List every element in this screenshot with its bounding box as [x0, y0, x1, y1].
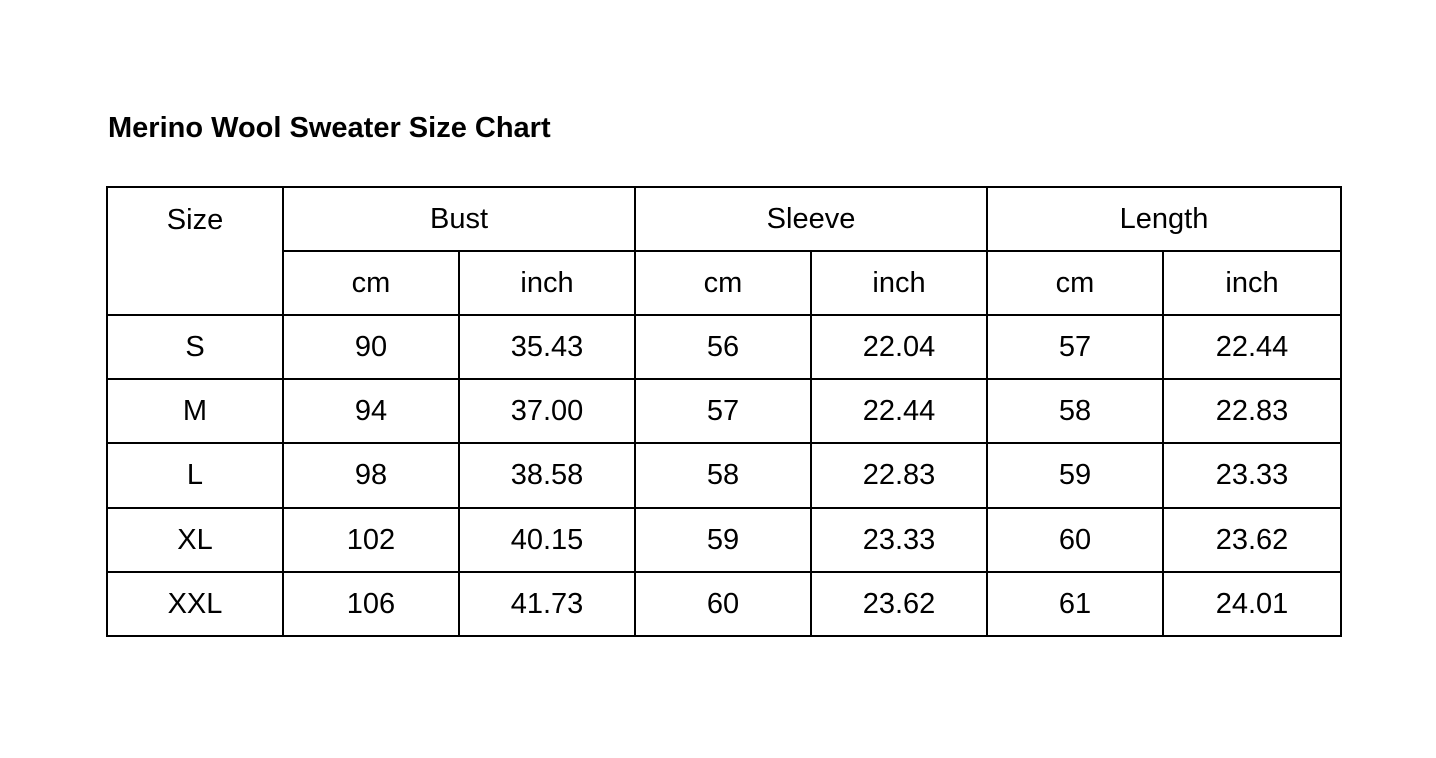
table-cell: 59: [987, 443, 1163, 508]
table-cell: 58: [987, 379, 1163, 443]
table-cell: 57: [635, 379, 811, 443]
table-cell: 90: [283, 315, 459, 379]
table-cell: 37.00: [459, 379, 635, 443]
table-cell: 23.33: [1163, 443, 1341, 508]
table-cell: 57: [987, 315, 1163, 379]
unit-header-sleeve-inch: inch: [811, 251, 987, 315]
table-cell: 106: [283, 572, 459, 636]
table-cell: 56: [635, 315, 811, 379]
column-header-bust: Bust: [283, 187, 635, 251]
table-row: [107, 315, 1341, 379]
table-cell: 58: [635, 443, 811, 508]
table-cell-size: S: [107, 315, 283, 379]
table-cell: 60: [635, 572, 811, 636]
table-cell: 61: [987, 572, 1163, 636]
header-row-groups: [107, 187, 1341, 251]
table-cell: 22.83: [1163, 379, 1341, 443]
table-cell: 59: [635, 508, 811, 572]
table-cell: 23.33: [811, 508, 987, 572]
table-cell: 23.62: [811, 572, 987, 636]
table-cell-size: XL: [107, 508, 283, 572]
unit-header-bust-inch: inch: [459, 251, 635, 315]
table-cell: 40.15: [459, 508, 635, 572]
table-cell: 22.04: [811, 315, 987, 379]
table-cell-size: L: [107, 443, 283, 508]
column-header-length: Length: [987, 187, 1341, 251]
page-title: Merino Wool Sweater Size Chart: [108, 112, 551, 144]
table-cell: 22.44: [1163, 315, 1341, 379]
table-row: [107, 508, 1341, 572]
table-cell: 41.73: [459, 572, 635, 636]
table-cell: 22.44: [811, 379, 987, 443]
table-row: [107, 572, 1341, 636]
unit-header-bust-cm: cm: [283, 251, 459, 315]
unit-header-sleeve-cm: cm: [635, 251, 811, 315]
table-cell: 102: [283, 508, 459, 572]
table-cell: 38.58: [459, 443, 635, 508]
size-chart-table: [106, 186, 1342, 637]
table-row: [107, 379, 1341, 443]
table-cell-size: M: [107, 379, 283, 443]
table-cell: 24.01: [1163, 572, 1341, 636]
header-row-units: [107, 251, 1341, 315]
table-cell: 22.83: [811, 443, 987, 508]
table-cell: 23.62: [1163, 508, 1341, 572]
column-header-size: Size: [107, 187, 283, 315]
table-cell: 60: [987, 508, 1163, 572]
table-cell-size: XXL: [107, 572, 283, 636]
table-cell: 94: [283, 379, 459, 443]
unit-header-length-inch: inch: [1163, 251, 1341, 315]
unit-header-length-cm: cm: [987, 251, 1163, 315]
table-cell: 98: [283, 443, 459, 508]
column-header-sleeve: Sleeve: [635, 187, 987, 251]
table-row: [107, 443, 1341, 508]
table-cell: 35.43: [459, 315, 635, 379]
